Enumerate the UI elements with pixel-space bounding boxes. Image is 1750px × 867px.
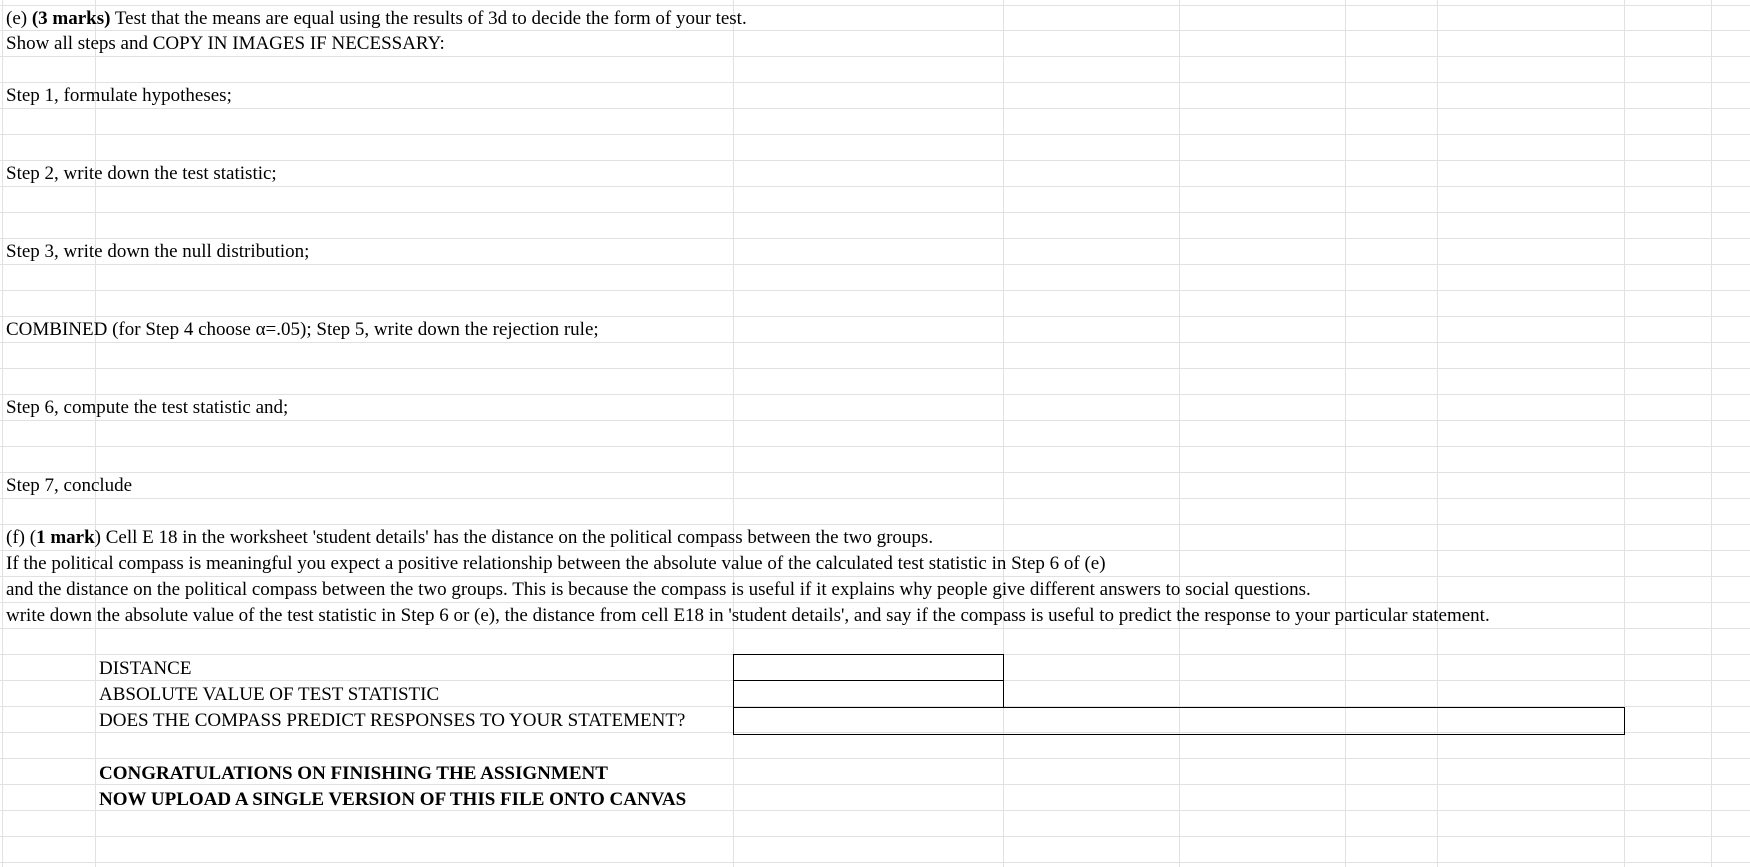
section-e-instruction: Show all steps and COPY IN IMAGES IF NECESSARY: [6,33,445,54]
section-f-marks: 1 mark [36,527,95,548]
step7-text: Step 7, conclude [6,475,133,496]
closing-line2: NOW UPLOAD A SINGLE VERSION OF THIS FILE ONTO CANVAS [99,789,687,810]
step3-text: Step 3, write down the null distribution; [6,241,310,262]
abs-value-label: ABSOLUTE VALUE OF TEST STATISTIC [99,684,440,705]
section-e-marks: (3 marks) [31,8,111,29]
predict-label: DOES THE COMPASS PREDICT RESPONSES TO YOUR STATEMENT? [99,710,686,731]
section-f-line3: and the distance on the political compass between the two groups. This is because the compass is useful if it explains why people give different answers to social questions. [6,579,1311,600]
distance-input-cell[interactable] [733,654,1004,681]
section-f-line2: If the political compass is meaningful you expect a positive relationship between the absolute value of the calculated test statistic in Step 6 of (e) [6,553,1106,574]
closing-line1: CONGRATULATIONS ON FINISHING THE ASSIGNMENT [99,763,608,784]
step45-text: COMBINED (for Step 4 choose α=.05); Step 5, write down the rejection rule; [6,319,599,340]
distance-label: DISTANCE [99,658,192,679]
section-f-heading: (f) (1 mark) Cell E 18 in the worksheet 'student details' has the distance on the political compass between the two groups. [6,527,934,548]
step6-text: Step 6, compute the test statistic and; [6,397,289,418]
predict-input-cell[interactable] [733,707,1625,735]
step2-text: Step 2, write down the test statistic; [6,163,277,184]
abs-value-input-cell[interactable] [733,680,1004,708]
section-e-heading: (e) (3 marks) Test that the means are equal using the results of 3d to decide the form of your test. [6,8,747,29]
step1-text: Step 1, formulate hypotheses; [6,85,232,106]
section-f-line4: write down the absolute value of the test statistic in Step 6 or (e), the distance from cell E18 in 'student details', and say if the compass is useful to predict the response to your particular statement. [6,605,1490,626]
